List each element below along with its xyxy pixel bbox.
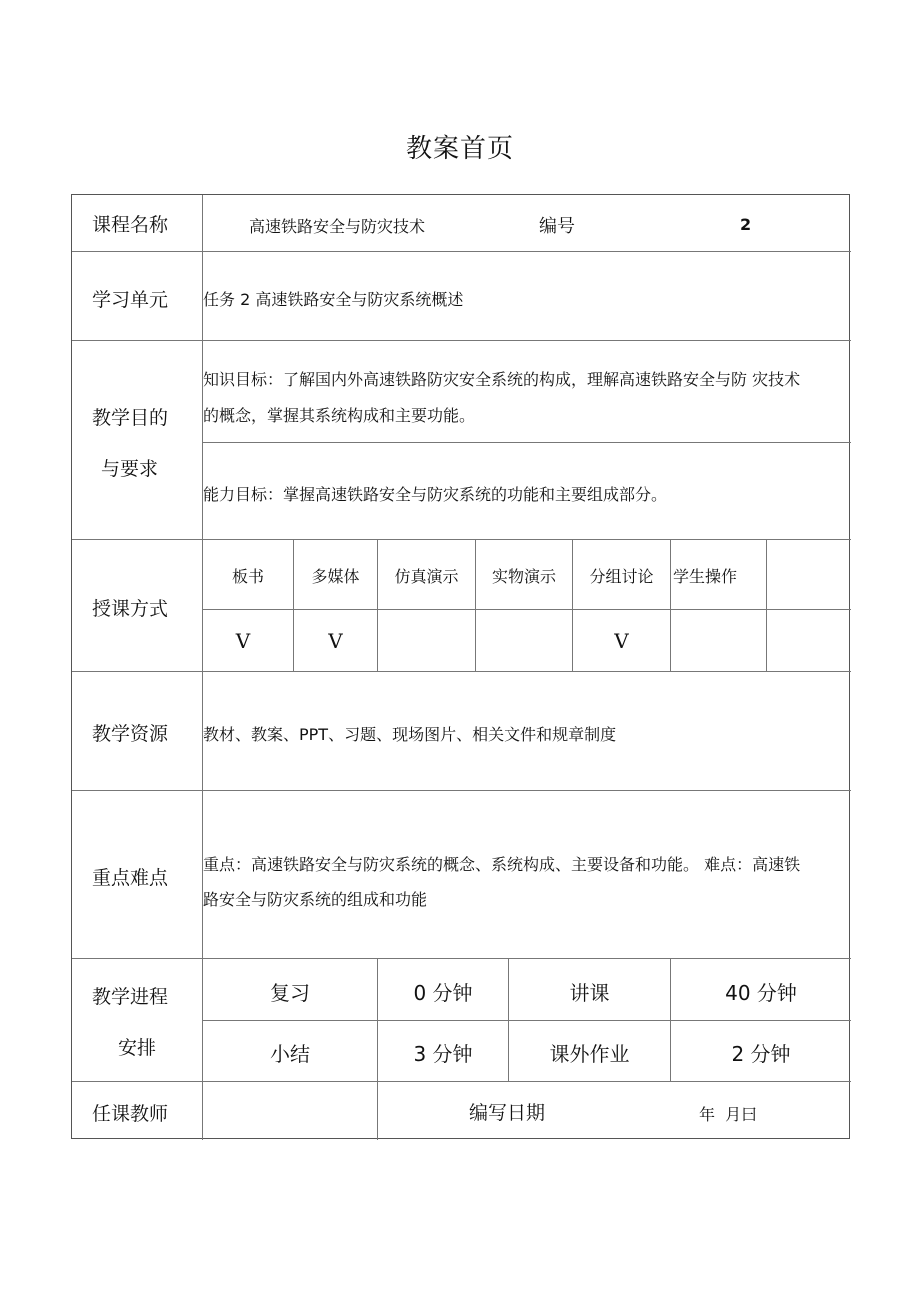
row-divider [72, 340, 851, 341]
schedule-item-name: 课外作业 [549, 1042, 630, 1066]
schedule-item-time: 0 分钟 [413, 981, 473, 1005]
teaching-resources-label: 教学资源 [92, 723, 169, 745]
code-label: 编号 [539, 216, 575, 237]
date-label: 编写日期 [469, 1102, 546, 1124]
method-option: 学生操作 [673, 567, 738, 586]
key-points-line2: 路安全与防灾系统的组成和功能 [203, 890, 428, 909]
row-divider [72, 251, 851, 252]
learning-unit-label: 学习单元 [92, 289, 169, 311]
teaching-resources-value: 教材、教案、PPT、习题、现场图片、相关文件和规章制度 [203, 725, 617, 744]
column-divider [766, 539, 767, 671]
teacher-label: 任课教师 [92, 1103, 169, 1125]
schedule-item-name: 复习 [270, 981, 310, 1005]
learning-unit-value: 任务 2 高速铁路安全与防灾系统概述 [203, 290, 464, 309]
method-option: 多媒体 [311, 567, 360, 586]
row-divider [202, 442, 851, 443]
row-divider [202, 609, 851, 610]
row-divider [72, 790, 851, 791]
knowledge-objective-line2: 的概念，掌握其系统构成和主要功能。 [203, 406, 476, 425]
objectives-label-line1: 教学目的 [92, 407, 169, 429]
schedule-item-name: 讲课 [569, 981, 610, 1005]
schedule-item-name: 小结 [270, 1042, 310, 1066]
row-divider [202, 1020, 851, 1021]
teaching-method-label: 授课方式 [92, 598, 169, 620]
knowledge-objective-line1: 知识目标：了解国内外高速铁路防灾安全系统的构成，理解高速铁路安全与防 灾技术 [203, 370, 801, 389]
method-check: V [614, 629, 629, 653]
code-value: 2 [740, 215, 752, 234]
ability-objective: 能力目标：掌握高速铁路安全与防灾系统的功能和主要组成部分。 [203, 485, 668, 504]
method-option: 实物演示 [491, 567, 556, 586]
method-option: 板书 [231, 567, 264, 586]
row-divider [72, 958, 851, 959]
row-divider [72, 1081, 851, 1082]
schedule-item-time: 3 分钟 [413, 1042, 473, 1066]
schedule-item-time: 40 分钟 [725, 981, 797, 1005]
row-divider [72, 539, 851, 540]
lesson-plan-table [71, 194, 850, 1139]
schedule-item-time: 2 分钟 [731, 1042, 791, 1066]
method-option: 分组讨论 [589, 567, 654, 586]
page-title: 教案首页 [405, 134, 514, 164]
schedule-label-line2: 安排 [118, 1037, 157, 1059]
column-divider [670, 539, 671, 671]
method-option: 仿真演示 [394, 567, 459, 586]
key-difficult-points-label: 重点难点 [92, 867, 169, 889]
method-check: V [235, 629, 251, 653]
method-check: V [328, 629, 343, 653]
schedule-label-line1: 教学进程 [92, 986, 169, 1008]
row-divider [72, 671, 851, 672]
column-divider [377, 539, 378, 671]
course-name-label: 课程名称 [92, 214, 169, 236]
objectives-label-line2: 与要求 [101, 458, 159, 480]
date-value: 年 月曰 [699, 1105, 758, 1124]
key-points-line1: 重点：高速铁路安全与防灾系统的概念、系统构成、主要设备和功能。 难点：高速铁 [203, 855, 801, 874]
column-divider [475, 539, 476, 671]
course-name-value: 高速铁路安全与防灾技术 [249, 217, 426, 236]
